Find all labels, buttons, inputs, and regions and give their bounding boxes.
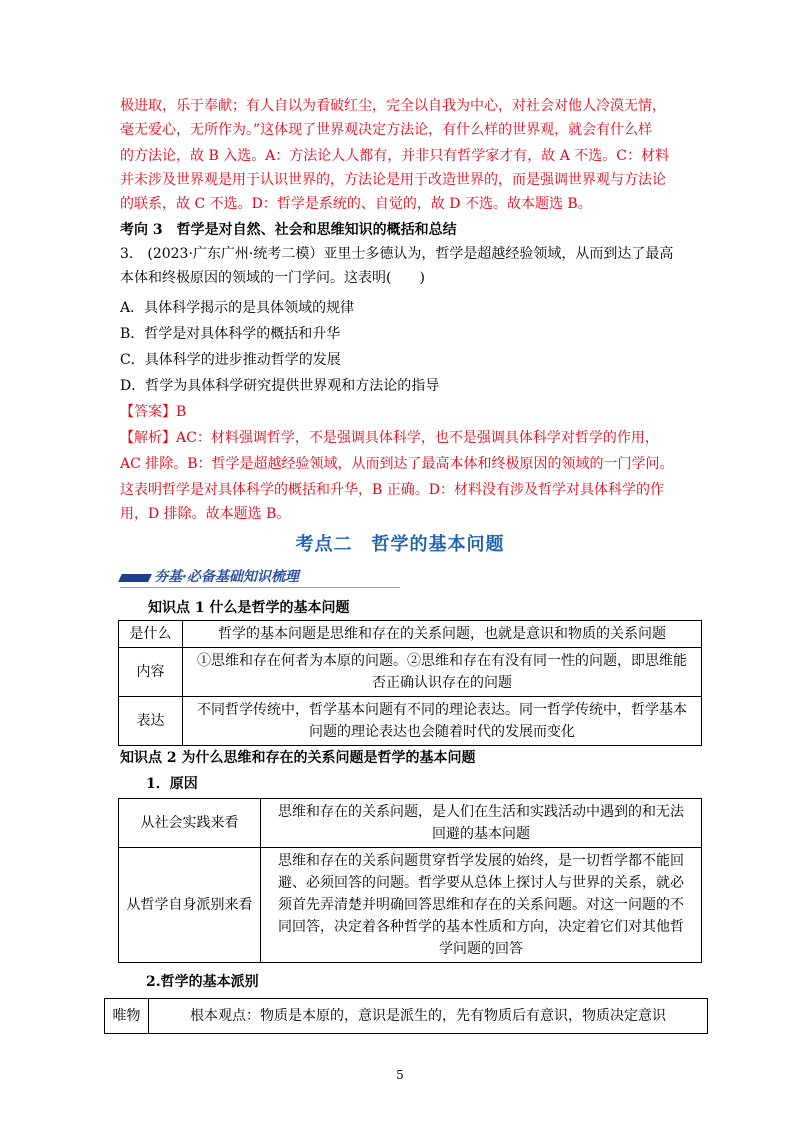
cell-line: 思维和存在的关系问题，是人们在生活和实践活动中遇到的和无法	[278, 804, 684, 820]
row-content	[261, 848, 702, 963]
row-head: 从哲学自身派别来看	[119, 848, 261, 963]
row-head: 内容	[119, 648, 183, 697]
table-basic-question	[118, 620, 702, 746]
row-content: 根本观点：物质是本原的，意识是派生的，先有物质后有意识，物质决定意识	[149, 999, 708, 1034]
page-number: 5	[396, 1068, 404, 1082]
row-content	[183, 648, 702, 697]
row-content	[183, 621, 702, 648]
explanation-line: 毫无爱心，无所作为。”这体现了世界观决定方法论，有什么样的世界观，就会有什么样	[120, 122, 653, 138]
analysis-line: 【解析】AC：材料强调哲学，不是强调具体科学，也不是强调具体科学对哲学的作用，	[120, 430, 659, 446]
cell-line: 回避的基本问题	[432, 826, 530, 842]
row-head: 表达	[119, 697, 183, 746]
cell-line: 学问题的回答	[439, 941, 523, 957]
cell-line: ①思维和存在何者为本原的问题。②思维和存在有没有同一性的问题，即思维能	[197, 653, 687, 669]
section-banner	[120, 566, 400, 588]
analysis-line: 这表明哲学是对具体科学的概括和升华，B 正确。D：材料没有涉及哲学对具体科学的作	[120, 482, 664, 498]
table-row	[119, 848, 702, 963]
option-d: D．哲学为具体科学研究提供世界观和方法论的指导	[120, 378, 440, 394]
option-c: C．具体科学的进步推动哲学的发展	[120, 352, 341, 368]
table-row	[119, 621, 702, 648]
banner-rule	[120, 587, 400, 588]
table-schools	[104, 998, 708, 1034]
explanation-line: 并未涉及世界观是用于认识世界的，方法论是用于改造世界的，而是强调世界观与方法论	[120, 172, 666, 188]
cell-line: 不同哲学传统中，哲学基本问题有不同的理论表达。同一哲学传统中，哲学基本	[197, 702, 687, 718]
question-text: 3. (2023·广东广州·统考二模）亚里士多德认为，哲学是超越经验领域，从而到达了最高	[120, 246, 674, 262]
table-row	[105, 999, 708, 1034]
banner-bar-icon	[118, 574, 152, 582]
cell-line: 哲学的基本问题是思维和存在的关系问题，也就是意识和物质的关系问题	[218, 626, 666, 642]
row-head: 是什么	[119, 621, 183, 648]
row-head: 唯物	[105, 999, 149, 1034]
banner-text: 夯基·必备基础知识梳理	[154, 569, 299, 585]
cell-line: 同回答，决定着各种哲学的基本性质和方向，决定着它们对其他哲	[278, 919, 684, 935]
row-content	[183, 697, 702, 746]
cell-line: 避、必须回答的问题。哲学要从总体上探讨人与世界的关系，就必	[278, 875, 684, 891]
reason-heading: 1．原因	[146, 776, 198, 792]
table-row	[119, 697, 702, 746]
section-title: 考点二 哲学的基本问题	[295, 534, 505, 555]
cell-line: 思维和存在的关系问题贯穿哲学发展的始终，是一切哲学都不能回	[278, 853, 684, 869]
row-content	[261, 799, 702, 848]
direction-heading: 考向 3 哲学是对自然、社会和思维知识的概括和总结	[120, 222, 457, 238]
explanation-line: 极进取，乐于奉献；有人自以为看破红尘，完全以自我为中心，对社会对他人冷漠无情，	[120, 98, 666, 114]
explanation-line: 的方法论，故 B 入选。A：方法论人人都有，并非只有哲学家才有，故 A 不选。C：材料	[120, 148, 670, 164]
analysis-line: AC 排除。B：哲学是超越经验领域，从而到达了最高本体和终极原因的领域的一门学问。	[120, 456, 674, 472]
cell-line: 须首先弄清楚并明确回答思维和存在的关系问题。对这一问题的不	[278, 897, 684, 913]
knowledge-point-2-title: 知识点 2 为什么思维和存在的关系问题是哲学的基本问题	[120, 750, 476, 766]
cell-line: 问题的理论表达也会随着时代的发展而变化	[309, 724, 575, 740]
table-row	[119, 648, 702, 697]
cell-line: 否正确认识存在的问题	[372, 675, 512, 691]
table-row	[119, 799, 702, 848]
question-text: 本体和终极原因的领域的一门学问。这表明( )	[120, 270, 425, 286]
schools-heading: 2.哲学的基本派别	[146, 974, 259, 990]
row-head: 从社会实践来看	[119, 799, 261, 848]
option-b: B．哲学是对具体科学的概括和升华	[120, 326, 341, 342]
answer: 【答案】B	[120, 404, 187, 420]
option-a: A．具体科学揭示的是具体领域的规律	[120, 300, 355, 316]
explanation-line: 的联系，故 C 不选。D：哲学是系统的、自觉的，故 D 不选。故本题选 B。	[120, 196, 592, 212]
knowledge-point-1-title: 知识点 1 什么是哲学的基本问题	[148, 600, 350, 616]
analysis-line: 用，D 排除。故本题选 B。	[120, 506, 291, 522]
table-reasons	[118, 798, 702, 963]
